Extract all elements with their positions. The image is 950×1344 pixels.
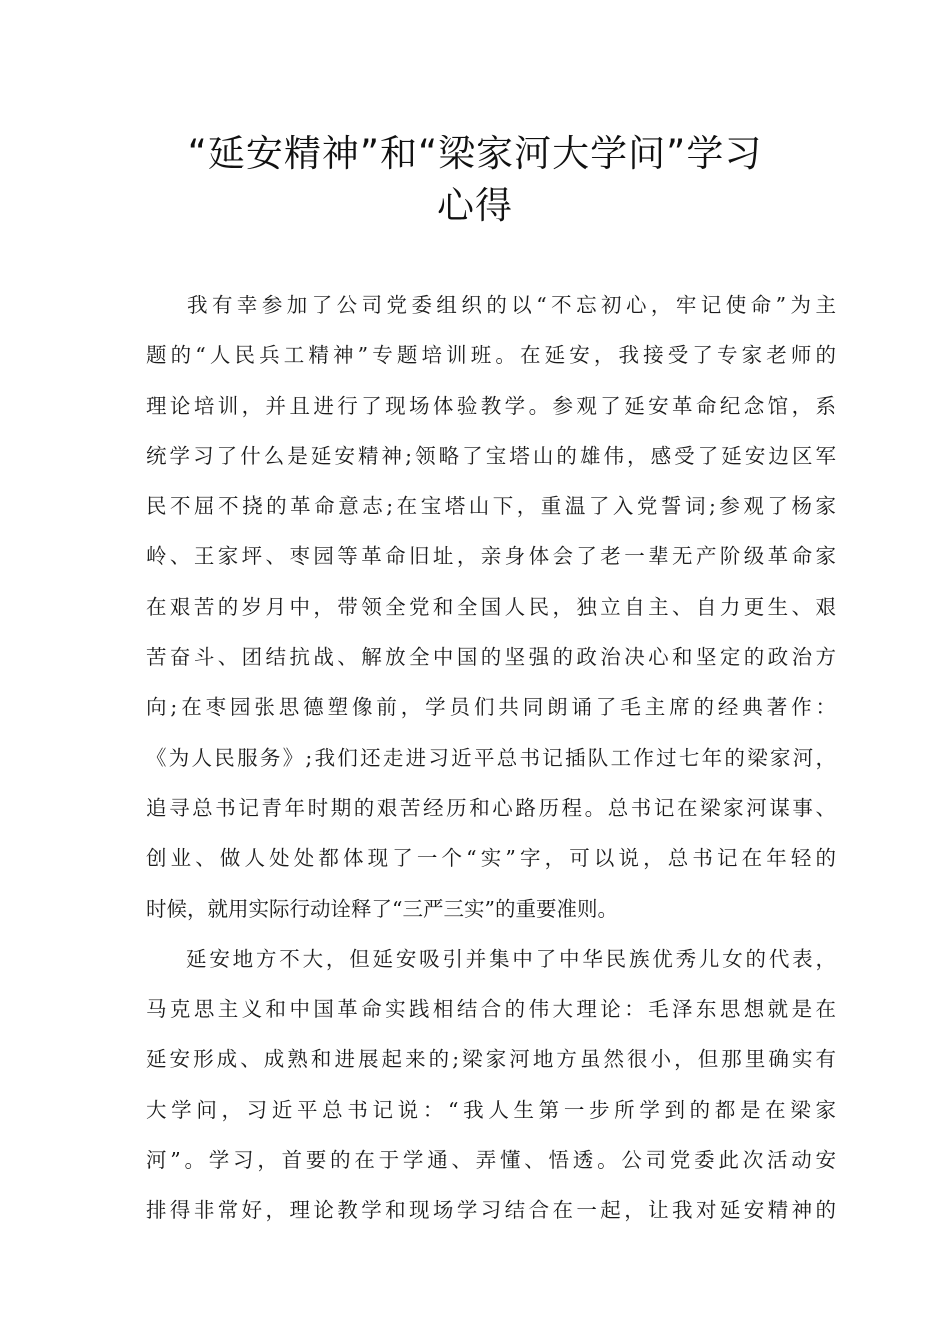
title-line: 心得 <box>437 184 513 227</box>
text-line: 在艰苦的岁月中，带领全党和全国人民，独立自主、自力更生、艰 <box>146 594 836 619</box>
text-line: 追寻总书记青年时期的艰苦经历和心路历程。总书记在梁家河谋事、 <box>146 795 836 820</box>
text-line: 向;在枣园张思德塑像前，学员们共同朗诵了毛主席的经典著作： <box>146 695 836 720</box>
text-line: 苦奋斗、团结抗战、解放全中国的坚强的政治决心和坚定的政治方 <box>146 645 836 670</box>
text-line: 岭、王家坪、枣园等革命旧址，亲身体会了老一辈无产阶级革命家 <box>146 544 836 569</box>
text-line: 延安地方不大，但延安吸引并集中了中华民族优秀儿女的代表， <box>186 946 836 971</box>
paragraph <box>146 934 836 1236</box>
text-line: 题的“人民兵工精神”专题培训班。在延安，我接受了专家老师的 <box>146 343 836 368</box>
text-line: 民不屈不挠的革命意志;在宝塔山下，重温了入党誓词;参观了杨家 <box>146 494 836 519</box>
text-line: 时候，就用实际行动诠释了“三严三实”的重要准则。 <box>146 896 618 921</box>
text-line: 延安形成、成熟和进展起来的;梁家河地方虽然很小，但那里确实有 <box>146 1047 836 1072</box>
text-line: 我有幸参加了公司党委组织的以“不忘初心，牢记使命”为主 <box>187 293 836 317</box>
document-title <box>100 128 850 232</box>
text-line: 创业、做人处处都体现了一个“实”字，可以说，总书记在年轻的 <box>146 846 836 871</box>
text-line: 排得非常好，理论教学和现场学习结合在一起，让我对延安精神的 <box>146 1198 836 1223</box>
paragraph <box>146 280 836 934</box>
text-line: 统学习了什么是延安精神;领略了宝塔山的雄伟，感受了延安边区军 <box>146 443 836 468</box>
document-body <box>146 280 836 1236</box>
text-line: 《为人民服务》;我们还走进习近平总书记插队工作过七年的梁家河， <box>146 745 836 770</box>
text-line: 理论培训，并且进行了现场体验教学。参观了延安革命纪念馆，系 <box>146 393 836 418</box>
text-line: 河”。学习，首要的在于学通、弄懂、悟透。公司党委此次活动安 <box>146 1148 836 1173</box>
text-line: 大学问，习近平总书记说：“我人生第一步所学到的都是在梁家 <box>146 1097 836 1122</box>
title-line: “延安精神”和“梁家河大学问”学习 <box>187 132 763 175</box>
text-line: 马克思主义和中国革命实践相结合的伟大理论：毛泽东思想就是在 <box>146 997 836 1022</box>
